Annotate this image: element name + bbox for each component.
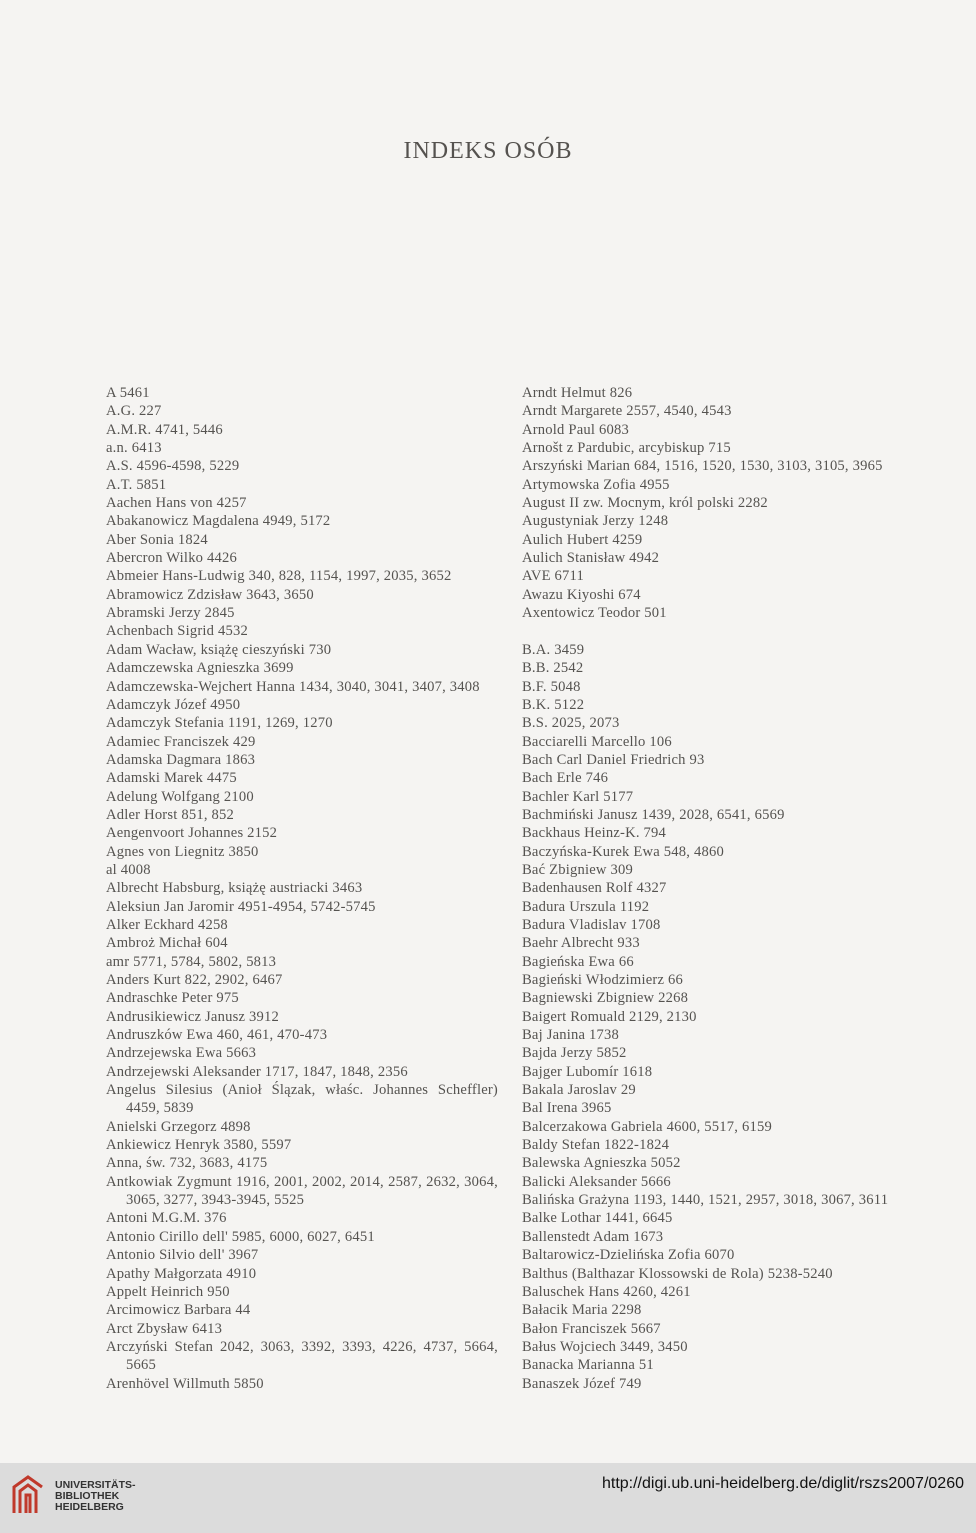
- index-entry: Adamska Dagmara 1863: [106, 751, 256, 768]
- index-entry: Augustyniak Jerzy 1248: [522, 513, 669, 530]
- index-entry: Balthus (Balthazar Klossowski de Rola) 5238-5240: [522, 1265, 833, 1282]
- index-entry: Apathy Małgorzata 4910: [106, 1265, 257, 1282]
- index-entry: Awazu Kiyoshi 674: [522, 586, 641, 603]
- index-entry: AVE 6711: [522, 568, 585, 585]
- index-entry: Arnold Paul 6083: [522, 421, 629, 438]
- index-entry: Appelt Heinrich 950: [106, 1283, 230, 1300]
- index-entry: Arenhövel Willmuth 5850: [106, 1375, 264, 1392]
- index-entry: Arnošt z Pardubic, arcybiskup 715: [522, 440, 731, 457]
- index-entry: Abmeier Hans-Ludwig 340, 828, 1154, 1997, 2035, 3652: [106, 568, 452, 585]
- index-entry: Adam Wacław, książę cieszyński 730: [106, 641, 332, 658]
- index-entry: Albrecht Habsburg, książę austriacki 3463: [106, 880, 363, 897]
- index-entry: Agnes von Liegnitz 3850: [106, 843, 259, 860]
- index-entry: Bagniewski Zbigniew 2268: [522, 990, 689, 1007]
- index-entry: Arndt Helmut 826: [522, 385, 633, 401]
- index-entry: Antonio Silvio dell' 3967: [106, 1247, 259, 1264]
- index-entry: Aulich Stanisław 4942: [522, 550, 660, 567]
- index-entry: Abercron Wilko 4426: [106, 550, 238, 567]
- index-entry: Adler Horst 851, 852: [106, 806, 235, 823]
- index-entry: Baigert Romuald 2129, 2130: [522, 1008, 697, 1025]
- index-entry: Adamiec Franciszek 429: [106, 733, 256, 750]
- index-entry: Aengenvoort Johannes 2152: [106, 825, 278, 842]
- index-entry: Bakala Jaroslav 29: [522, 1082, 636, 1099]
- page-title: INDEKS OSÓB: [403, 138, 573, 164]
- library-logo-text: [55, 1480, 136, 1513]
- index-entry: A.T. 5851: [106, 476, 167, 493]
- index-group-a-continued: [522, 384, 918, 622]
- index-entry: Ambroż Michał 604: [106, 935, 228, 952]
- index-entry: Alker Eckhard 4258: [106, 916, 228, 933]
- index-entry: Bajger Lubomír 1618: [522, 1063, 653, 1080]
- index-entry: Arndt Margarete 2557, 4540, 4543: [522, 403, 732, 420]
- logo-line-3: HEIDELBERG: [55, 1501, 124, 1513]
- index-entry: Bal Irena 3965: [522, 1100, 612, 1117]
- index-entry: August II zw. Mocnym, król polski 2282: [522, 495, 768, 512]
- index-entry: Baczyńska-Kurek Ewa 548, 4860: [522, 843, 724, 860]
- index-entry: B.B. 2542: [522, 660, 584, 677]
- index-entry: a.n. 6413: [106, 440, 162, 457]
- index-entry: B.F. 5048: [522, 678, 581, 695]
- index-entry: Aulich Hubert 4259: [522, 531, 643, 548]
- logo-line-2: BIBLIOTHEK: [55, 1490, 120, 1502]
- index-entry: Bach Erle 746: [522, 770, 609, 787]
- index-entry: Adelung Wolfgang 2100: [106, 788, 254, 805]
- index-entry: A.S. 4596-4598, 5229: [106, 458, 240, 475]
- index-entry: Ballenstedt Adam 1673: [522, 1228, 664, 1245]
- index-entry: Aber Sonia 1824: [106, 531, 208, 548]
- index-entry: Bałacik Maria 2298: [522, 1302, 642, 1319]
- index-entry: Bacciarelli Marcello 106: [522, 733, 672, 750]
- index-entry: Andraschke Peter 975: [106, 990, 239, 1007]
- index-entry: Artymowska Zofia 4955: [522, 476, 670, 493]
- logo-line-1: UNIVERSITÄTS-: [55, 1479, 136, 1491]
- index-entry: B.S. 2025, 2073: [522, 715, 620, 732]
- index-entry: Axentowicz Teodor 501: [522, 605, 667, 622]
- index-entry: Abramski Jerzy 2845: [106, 605, 235, 622]
- index-entry: Andrzejewski Aleksander 1717, 1847, 1848, 2356: [106, 1063, 408, 1080]
- index-entry: A.M.R. 4741, 5446: [106, 421, 223, 438]
- index-entry: Abakanowicz Magdalena 4949, 5172: [106, 513, 331, 530]
- index-column-right: [522, 384, 918, 1393]
- index-entry: Badenhausen Rolf 4327: [522, 880, 667, 897]
- index-entry: Balicki Aleksander 5666: [522, 1173, 671, 1190]
- index-entry: Bałus Wojciech 3449, 3450: [522, 1338, 688, 1355]
- index-entry: Adamczewska-Wejchert Hanna 1434, 3040, 3041, 3407, 3408: [106, 678, 480, 695]
- index-entry: Backhaus Heinz-K. 794: [522, 825, 667, 842]
- index-entry: Arczyński Stefan 2042, 3063, 3392, 3393, 4226, 4737, 5664, 5665: [106, 1338, 498, 1374]
- index-entry: Badura Urszula 1192: [522, 898, 650, 915]
- index-entry: Angelus Silesius (Anioł Ślązak, właśc. Johannes Scheffler) 4459, 5839: [106, 1082, 498, 1117]
- index-entry: Banaszek Józef 749: [522, 1375, 642, 1392]
- index-entry: Baj Janina 1738: [522, 1027, 620, 1044]
- index-entry: Bać Zbigniew 309: [522, 861, 634, 878]
- index-entry: A.G. 227: [106, 403, 162, 420]
- group-separator: [522, 622, 918, 640]
- index-entry: Andruszków Ewa 460, 461, 470-473: [106, 1027, 328, 1044]
- footer-bar: [0, 1463, 976, 1533]
- index-entry: Adamczyk Stefania 1191, 1269, 1270: [106, 715, 333, 732]
- index-entry: Banacka Marianna 51: [522, 1357, 654, 1374]
- index-entry: Abramowicz Zdzisław 3643, 3650: [106, 586, 314, 603]
- index-entry: Balińska Grażyna 1193, 1440, 1521, 2957, 3018, 3067, 3611: [522, 1192, 889, 1209]
- index-entry: Achenbach Sigrid 4532: [106, 623, 248, 640]
- index-entry: Bach Carl Daniel Friedrich 93: [522, 751, 705, 768]
- index-entry: Bałon Franciszek 5667: [522, 1320, 661, 1337]
- index-entry: Bachmiński Janusz 1439, 2028, 6541, 6569: [522, 806, 785, 823]
- index-entry: Bagieńska Ewa 66: [522, 953, 634, 970]
- index-entry: Anna, św. 732, 3683, 4175: [106, 1155, 268, 1172]
- index-entry: B.A. 3459: [522, 641, 585, 658]
- index-entry: Badura Vladislav 1708: [522, 916, 661, 933]
- index-entry: Andrzejewska Ewa 5663: [106, 1045, 257, 1062]
- index-entry: Antoni M.G.M. 376: [106, 1210, 227, 1227]
- source-url-link[interactable]: http://digi.ub.uni-heidelberg.de/diglit/rszs2007/0260: [601, 1475, 964, 1492]
- index-entry: Adamczewska Agnieszka 3699: [106, 660, 294, 677]
- index-entry: Adamczyk Józef 4950: [106, 696, 241, 713]
- index-entry: Baltarowicz-Dzielińska Zofia 6070: [522, 1247, 735, 1264]
- index-entry: amr 5771, 5784, 5802, 5813: [106, 953, 277, 970]
- index-entry: Baluschek Hans 4260, 4261: [522, 1283, 691, 1300]
- index-entry: Aachen Hans von 4257: [106, 495, 247, 512]
- index-entry: Bajda Jerzy 5852: [522, 1045, 627, 1062]
- index-entry: Arszyński Marian 684, 1516, 1520, 1530, 3103, 3105, 3965: [522, 458, 883, 475]
- index-entry: Aleksiun Jan Jaromir 4951-4954, 5742-5745: [106, 898, 376, 915]
- index-entry: Baehr Albrecht 933: [522, 935, 640, 952]
- index-entry: A 5461: [106, 385, 150, 401]
- index-group-b: [522, 641, 918, 1393]
- index-entry: Balcerzakowa Gabriela 4600, 5517, 6159: [522, 1118, 772, 1135]
- index-entry: Baldy Stefan 1822-1824: [522, 1137, 670, 1154]
- index-entry: Adamski Marek 4475: [106, 770, 237, 787]
- index-entry: Bachler Karl 5177: [522, 788, 634, 805]
- index-entry: Anielski Grzegorz 4898: [106, 1118, 251, 1135]
- index-entry: Antkowiak Zygmunt 1916, 2001, 2002, 2014, 2587, 2632, 3064, 3065, 3277, 3943-3945, 5525: [106, 1173, 498, 1209]
- index-entry: Antonio Cirillo dell' 5985, 6000, 6027, 6451: [106, 1228, 375, 1245]
- index-entry: Ankiewicz Henryk 3580, 5597: [106, 1137, 292, 1154]
- index-entry: Balke Lothar 1441, 6645: [522, 1210, 673, 1227]
- index-entry: Anders Kurt 822, 2902, 6467: [106, 972, 283, 988]
- index-entry: al 4008: [106, 861, 151, 878]
- index-entry: Arct Zbysław 6413: [106, 1320, 223, 1337]
- index-column-left: [106, 384, 498, 1393]
- index-entry: B.K. 5122: [522, 696, 585, 713]
- index-entry: Arcimowicz Barbara 44: [106, 1302, 251, 1319]
- heidelberg-logo-icon: [10, 1473, 46, 1519]
- index-entry: Andrusikiewicz Janusz 3912: [106, 1008, 279, 1025]
- index-entry: Bagieński Włodzimierz 66: [522, 972, 683, 988]
- index-entry: Balewska Agnieszka 5052: [522, 1155, 681, 1172]
